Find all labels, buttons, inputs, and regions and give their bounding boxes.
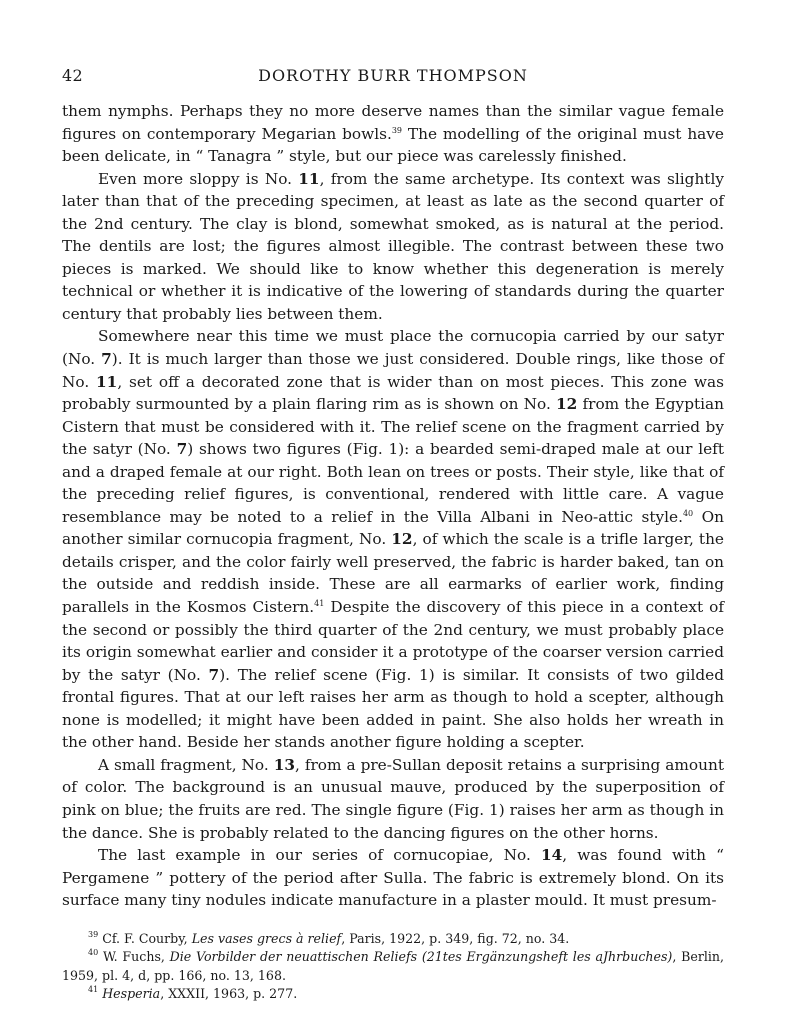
text-run: ) shows two figures (Fig. 1): a bearded semi-draped male at our left and a draped female at our right. Both lean on trees or posts. Their style, like that of the preceding relief figures, is conventional, rendered with little care. A vague resemblance may be noted to a relief in the Villa Albani in Neo-attic style. [62,440,724,526]
page-number: 42 [62,66,83,85]
paragraph [62,844,724,912]
footnote-ref: 39 [88,929,99,939]
text-run: , from a pre-Sullan deposit retains a surprising amount of color. The background is an unusual mauve, produced by the superposition of pink on blue; the fruits are red. The single figure (Fig. 1) raises her arm as though in the dance. She is probably related to the dancing figures on the other horns. [62,755,724,842]
footnote-ref: 40 [682,508,694,518]
italic-title: Die Vorbilder der neuattischen Reliefs (21tes Ergänzungsheft les aJhrbuches) [169,949,673,965]
text-run: from the Egyptian Cistern that must be considered with it. The relief scene on the fragment carried by the satyr (No. [62,395,724,459]
footnote-ref: 39 [391,125,403,135]
italic-title: Hesperia [102,986,161,1002]
paragraph [62,100,724,168]
text-run: Even more sloppy is No. [98,169,299,188]
footnotes [62,930,724,1004]
footnote [62,948,724,985]
paragraph [62,754,724,844]
body-text [62,100,724,912]
text-run: A small fragment, No. [98,755,274,774]
text-run: The last example in our series of cornucopiae, No. [98,846,541,865]
paragraph [62,168,724,326]
text-run: On another similar cornucopia fragment, No. [62,507,724,549]
italic-title: Les vases grecs à relief [191,930,342,946]
text-run: , set off a decorated zone that is wider than on most pieces. This zone was probably surmounted by a plain flaring rim as is shown on No. [62,372,724,414]
text-run: , from the same archetype. Its context was slightly later than that of the preceding specimen, at least as late as the second quarter of the 2nd century. The clay is blond, somewhat smoked, as is natural at the period. The dentils are lost; the figures almost illegible. The contrast between these two pieces is marked. We should like to know whether this degeneration is merely technical or whether it is indicative of the lowering of standards during the quarter century that probably lies between them. [62,169,724,323]
text-run: , Paris, 1922, p. 349, fig. 72, no. 34. [341,930,570,946]
catalogue-number: 14 [540,846,563,865]
text-run: Despite the discovery of this piece in a context of the second or possibly the third quarter of the 2nd century, we must probably place its origin somewhat earlier and consider it a prototype of the coarser version carried by the satyr (No. [62,598,725,684]
catalogue-number: 13 [273,755,295,774]
page-header [62,60,724,90]
catalogue-number: 7 [208,665,220,684]
text-run: The modelling of the original must have been delicate, in “ Tanagra ” style, but our piece was carelessly finished. [62,124,724,166]
text-run: , Berlin, 1959, pl. 4, d, pp. 166, no. 13, 168. [62,949,725,983]
text-run: , was found with “ Pergamene ” pottery of the period after Sulla. The fabric is extremely blond. On its surface many tiny nodules indicate manufacture in a plaster mould. It must presum- [62,846,724,910]
footnote [62,930,724,949]
text-run: ). The relief scene (Fig. 1) is similar. It consists of two gilded frontal figures. That at our left raises her arm as though to hold a scepter, although none is modelled; it might have been added in paint. She also holds her wreath in the other hand. Beside her stands another figure holding a scepter. [62,665,725,752]
catalogue-number: 7 [101,350,112,369]
text-run: Cf. F. Courby, [98,930,192,946]
catalogue-number: 7 [176,440,188,459]
text-run: , XXXII, 1963, p. 277. [160,986,298,1002]
catalogue-number: 12 [556,395,578,414]
catalogue-number: 11 [96,372,118,391]
text-run: , of which the scale is a trifle larger, the details crisper, and the color fairly well preserved, the fabric is harder baked, tan on the outside and reddish inside. These are all earmarks of earlier work, finding parallels in the Kosmos Cistern. [62,530,724,617]
footnote-ref: 40 [88,948,99,958]
footnote-ref: 41 [88,985,99,995]
footnote-ref: 41 [314,599,325,609]
text-run: W. Fuchs, [98,949,170,965]
footnote [62,985,724,1004]
catalogue-number: 11 [298,169,320,188]
catalogue-number: 12 [391,530,413,549]
running-head: DOROTHY BURR THOMPSON [258,66,528,85]
text-run: them nymphs. Perhaps they no more deserve names than the similar vague female figures on contemporary Megarian bowls. [62,102,724,143]
document-page [62,60,724,1004]
text-run: ). It is much larger than those we just considered. Double rings, like those of No. [62,350,724,391]
paragraph [62,325,724,753]
text-run: Somewhere near this time we must place the cornucopia carried by our satyr (No. [62,327,724,369]
